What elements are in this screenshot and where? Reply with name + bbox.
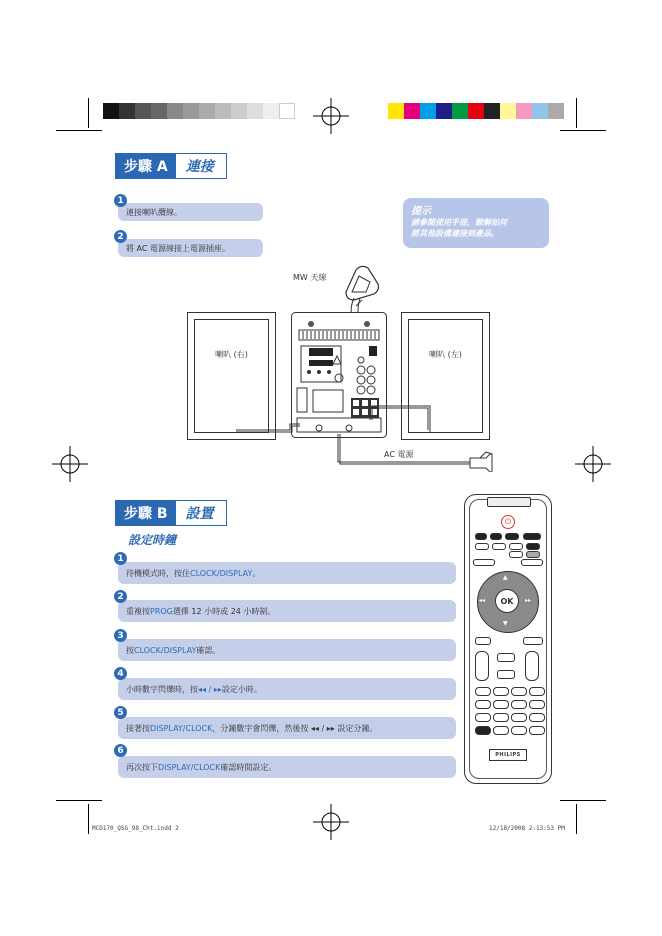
remote-disc-menu-button[interactable]	[521, 559, 543, 566]
grayscale-bar	[103, 103, 295, 119]
step-b-badge: 步驟 B	[116, 501, 176, 525]
remote-number-button[interactable]	[511, 700, 527, 709]
remote-func-button[interactable]	[529, 687, 545, 696]
hint-box	[403, 198, 549, 248]
remote-source-button[interactable]	[475, 533, 487, 540]
step-a-badge: 步驟 A	[116, 154, 176, 178]
speaker-left-label: 喇叭 (左)	[429, 350, 462, 359]
step-b-num-2: 2	[114, 590, 127, 603]
hint-line-1: 請參閱使用手冊，瞭解如何	[411, 218, 507, 227]
step-b-item-2-pre: 重複按	[126, 606, 150, 616]
remote-func-button[interactable]	[529, 726, 545, 735]
step-b-item-3-key: CLOCK/DISPLAY	[134, 645, 197, 655]
remote-func-button[interactable]	[529, 713, 545, 722]
remote-function-button[interactable]	[509, 543, 523, 550]
step-b-item-5-post: ，分鐘數字會閃爍，然後按 ◂◂ / ▸▸ 設定分鐘。	[212, 723, 378, 733]
step-b-item-4-key: ◂◂ / ▸▸	[198, 684, 222, 694]
crop-mark	[88, 98, 89, 128]
step-b-item-3-post: 確認。	[196, 645, 221, 655]
step-a-num-2: 2	[114, 230, 127, 243]
color-bar	[388, 103, 564, 119]
remote-func-button[interactable]	[529, 700, 545, 709]
crop-mark	[576, 98, 577, 128]
remote-brand-logo: PHILIPS	[489, 749, 527, 761]
step-b-item-5	[118, 717, 456, 739]
remote-number-button[interactable]	[475, 713, 491, 722]
step-b-item-6	[118, 756, 456, 778]
remote-timer-button[interactable]	[475, 726, 491, 735]
remote-function-button[interactable]	[475, 543, 489, 550]
remote-function-button[interactable]	[526, 543, 540, 550]
step-b-subtitle: 設定時鐘	[128, 533, 177, 547]
step-b-item-4	[118, 678, 456, 700]
step-b-item-3-pre: 按	[126, 645, 134, 655]
remote-power-icon: ⏻	[501, 515, 515, 529]
remote-up-icon[interactable]: ▲	[503, 574, 508, 581]
wiring-lines	[230, 400, 510, 472]
step-a-title: 連接	[176, 154, 226, 178]
step-b-item-1-key: CLOCK/DISPLAY	[190, 568, 253, 578]
step-b-title: 設置	[176, 501, 226, 525]
step-a-header	[115, 153, 227, 179]
step-b-num-1: 1	[114, 552, 127, 565]
registration-mark-left	[52, 446, 88, 482]
remote-number-button[interactable]	[493, 687, 509, 696]
remote-number-button[interactable]	[475, 687, 491, 696]
step-b-item-4-post: 設定小時。	[221, 684, 262, 694]
step-b-item-5-key: DISPLAY/CLOCK	[150, 723, 213, 733]
registration-mark-right	[575, 446, 611, 482]
remote-number-button[interactable]	[493, 726, 509, 735]
step-b-item-2-post: 選擇 12 小時或 24 小時制。	[172, 606, 276, 616]
step-b-num-5: 5	[114, 706, 127, 719]
remote-prev-icon[interactable]: ◂◂	[479, 597, 486, 604]
remote-system-menu-button[interactable]	[473, 559, 495, 566]
speaker-right-label: 喇叭 (右)	[215, 350, 248, 359]
step-a-item-2	[118, 239, 263, 257]
step-b-item-6-post: 確認時間設定。	[220, 762, 277, 772]
remote-function-button[interactable]	[492, 543, 506, 550]
footer-file-info: MCD170_QSG_98_Cht.indd 2	[92, 825, 179, 832]
step-a-item-1	[118, 203, 263, 221]
remote-number-button[interactable]	[511, 687, 527, 696]
remote-number-button[interactable]	[475, 700, 491, 709]
step-b-item-2-key: PROG	[150, 606, 173, 616]
step-a-num-1: 1	[114, 194, 127, 207]
remote-ok-button[interactable]: OK	[495, 589, 519, 613]
remote-func-button[interactable]	[511, 726, 527, 735]
remote-next-icon[interactable]: ▸▸	[525, 597, 532, 604]
step-b-num-3: 3	[114, 629, 127, 642]
step-b-item-1-pre: 待機模式時，按住	[126, 568, 190, 578]
remote-ir-window	[487, 497, 531, 507]
step-b-item-3	[118, 639, 456, 661]
remote-number-button[interactable]	[493, 713, 509, 722]
crop-mark	[560, 800, 606, 801]
step-b-item-6-pre: 再次按下	[126, 762, 158, 772]
step-a-item-2-text: 將 AC 電源線接上電源插座。	[126, 243, 231, 253]
hint-title: 提示	[411, 206, 431, 217]
remote-source-button[interactable]	[505, 533, 519, 540]
crop-mark	[56, 130, 102, 131]
hint-line-2: 將其他設備連接到產品。	[411, 229, 499, 238]
remote-volume-button[interactable]	[525, 651, 539, 681]
step-b-item-1-post: 。	[252, 568, 261, 578]
step-b-item-6-key: DISPLAY/CLOCK	[158, 762, 221, 772]
crop-mark	[88, 804, 89, 834]
step-b-item-1	[118, 562, 456, 584]
ac-power-label: AC 電源	[384, 450, 414, 459]
footer-timestamp: 12/18/2008 2:13:53 PM	[489, 825, 565, 832]
crop-mark	[576, 804, 577, 834]
step-b-num-4: 4	[114, 667, 127, 680]
remote-stop-button[interactable]	[497, 670, 515, 679]
remote-mute-button[interactable]	[497, 653, 515, 662]
remote-function-button[interactable]	[526, 551, 540, 558]
remote-source-button[interactable]	[523, 533, 541, 540]
crop-mark	[560, 130, 606, 131]
registration-mark-top	[313, 98, 349, 134]
registration-mark-bottom	[313, 804, 349, 840]
antenna-label: MW 天線	[293, 273, 327, 282]
crop-mark	[56, 800, 102, 801]
remote-down-icon[interactable]: ▼	[503, 620, 508, 627]
remote-source-button[interactable]	[490, 533, 502, 540]
remote-dsc-button[interactable]	[475, 637, 491, 645]
step-b-item-5-pre: 接著按	[126, 723, 150, 733]
step-b-header	[115, 500, 227, 526]
step-b-item-4-pre: 小時數字閃爍時，按	[126, 684, 198, 694]
step-b-item-2	[118, 600, 456, 622]
remote-function-button[interactable]	[509, 551, 523, 558]
remote-loudness-button[interactable]	[523, 637, 543, 645]
remote-number-button[interactable]	[511, 713, 527, 722]
remote-control	[464, 494, 552, 784]
step-a-item-1-text: 連接喇叭纜線。	[126, 207, 182, 217]
remote-number-button[interactable]	[493, 700, 509, 709]
remote-play-pause-button[interactable]	[475, 651, 489, 681]
step-b-num-6: 6	[114, 744, 127, 757]
